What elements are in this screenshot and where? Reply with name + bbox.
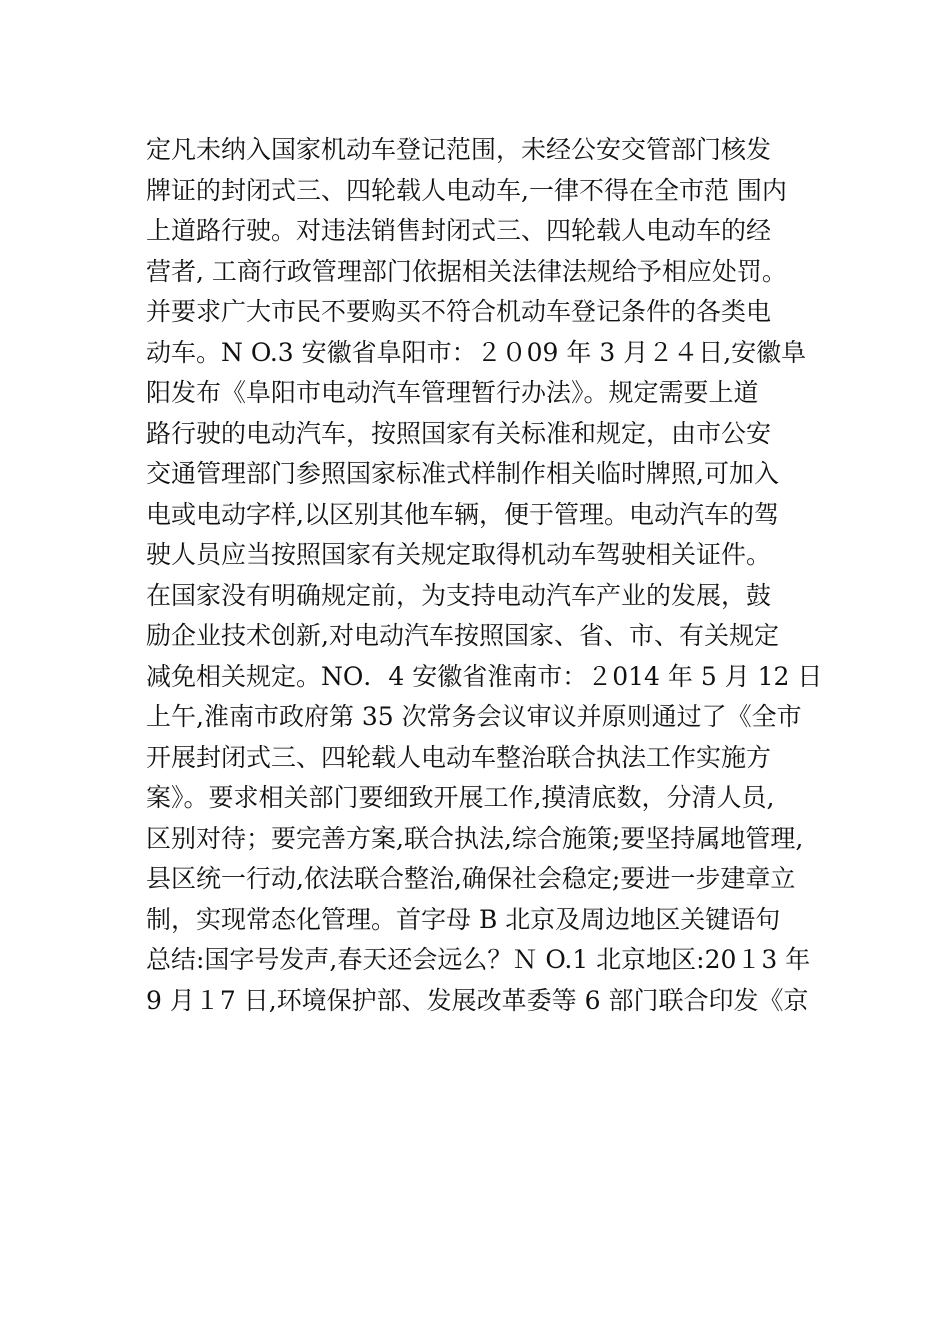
text-line: 县区统一行动,依法联合整治,确保社会稳定;要进一步建章立 — [146, 864, 796, 893]
text-line: 路行驶的电动汽车，按照国家有关标准和规定，由市公安 — [146, 418, 772, 448]
text-line: 牌证的封闭式三、四轮载人电动车,一律不得在全市范 围内 — [146, 175, 787, 205]
text-line: 9 月１7 日,环境保护部、发展改革委等 6 部门联合印发《京 — [146, 985, 809, 1015]
text-line: 上道路行驶。对违法销售封闭式三、四轮载人电动车的经 — [146, 216, 772, 245]
text-line: 交通管理部门参照国家标准式样制作相关临时牌照,可加入 — [146, 459, 779, 488]
text-line: 电或电动字样,以区别其他车辆，便于管理。电动汽车的驾 — [146, 499, 779, 529]
text-line: 在国家没有明确规定前，为支持电动汽车产业的发展，鼓 — [146, 580, 772, 610]
body-text — [146, 130, 836, 1021]
text-line: 减免相关规定。NO．4 安徽省淮南市：２014 年 5 月 12 日 — [146, 661, 823, 691]
text-line: 定凡未纳入国家机动车登记范围，未经公安交管部门核发 — [146, 135, 772, 164]
text-line: 案》。要求相关部门要细致开展工作,摸清底数，分清人员, — [146, 783, 775, 812]
text-line: 制，实现常态化管理。首字母 B 北京及周边地区关键语句 — [146, 904, 781, 934]
text-line: 上午,淮南市政府第 35 次常务会议审议并原则通过了《全市 — [146, 702, 802, 731]
text-line: 开展封闭式三、四轮载人电动车整治联合执法工作实施方 — [146, 742, 772, 772]
text-line: 励企业技术创新,对电动汽车按照国家、省、市、有关规定 — [146, 621, 779, 650]
text-line: 区别对待；要完善方案,联合执法,综合施策;要坚持属地管理, — [146, 823, 804, 853]
text-line: 并要求广大市民不要购买不符合机动车登记条件的各类电 — [146, 297, 772, 326]
text-line: 营者, 工商行政管理部门依据相关法律法规给予相应处罚。 — [146, 256, 787, 286]
text-line: 驶人员应当按照国家有关规定取得机动车驾驶相关证件。 — [146, 540, 772, 569]
text-line: 动车。N O.3 安徽省阜阳市：２０09 年 3 月２４日,安徽阜 — [146, 337, 807, 367]
text-line: 阳发布《阜阳市电动汽车管理暂行办法》。规定需要上道 — [146, 378, 759, 407]
text-line: 总结:国字号发声,春天还会远么？Ｎ O.1 北京地区:20１3 年 — [146, 945, 811, 974]
